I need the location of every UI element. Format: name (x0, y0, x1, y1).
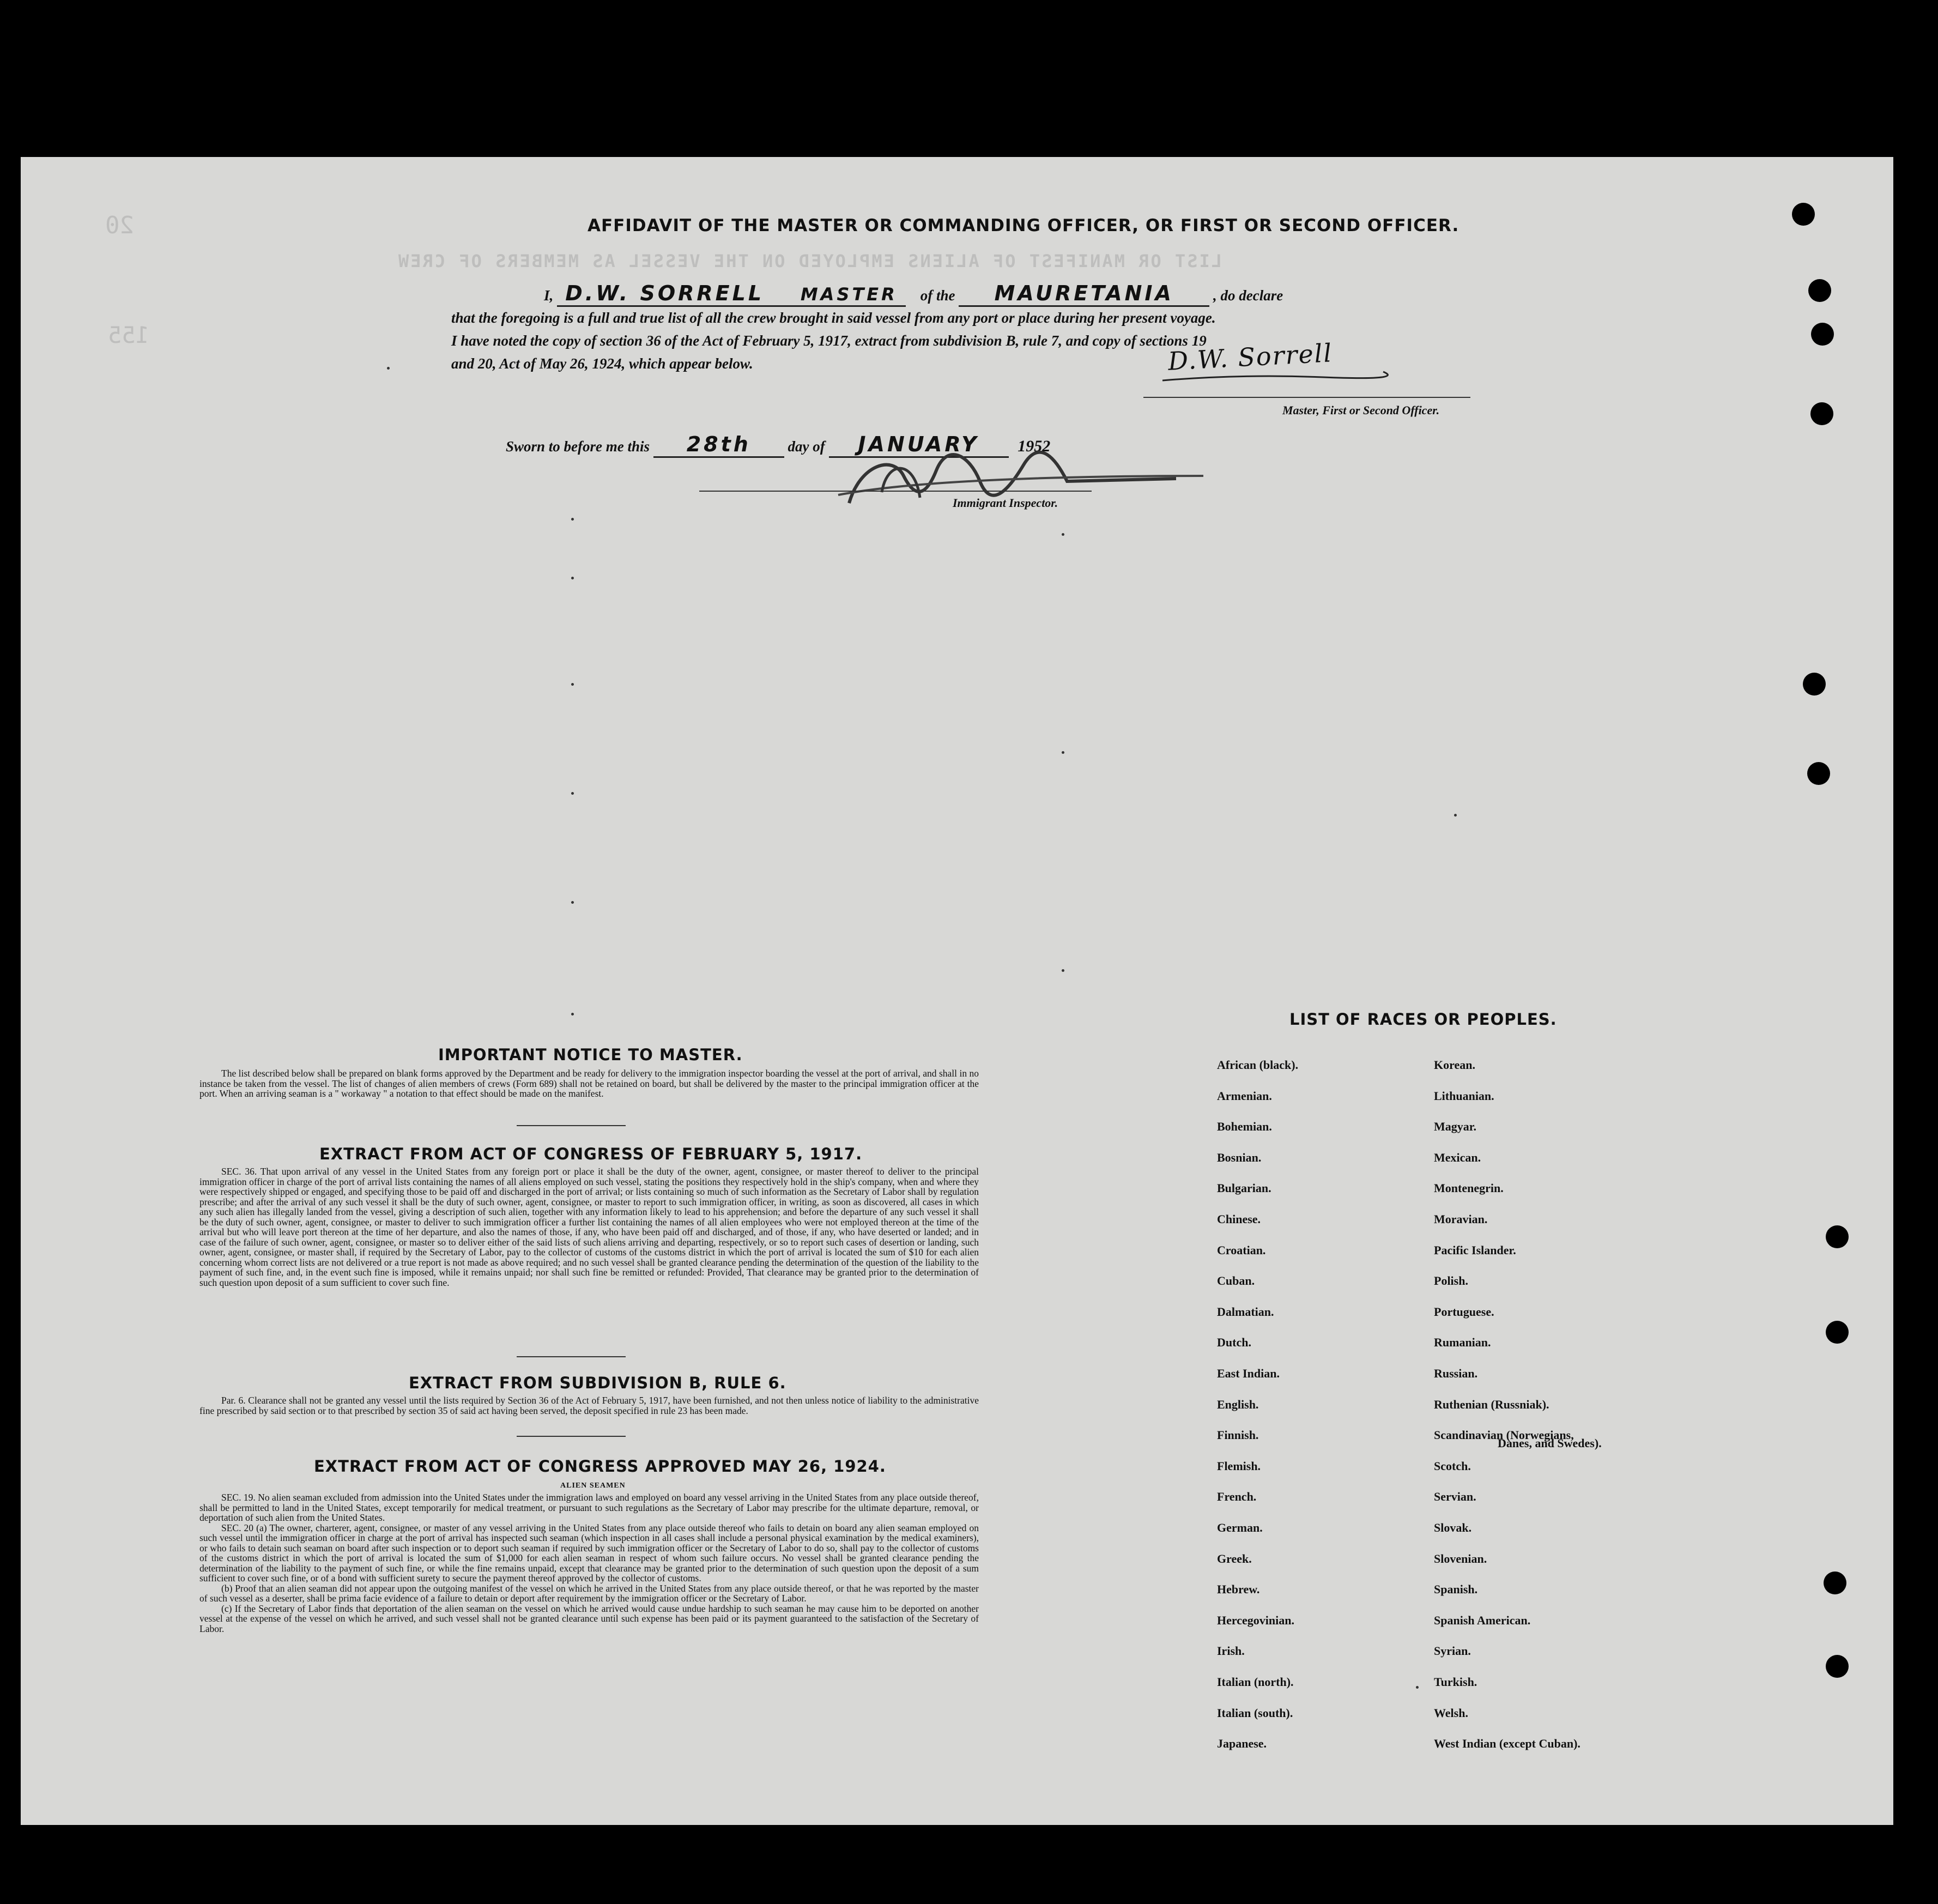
race-item-right: Montenegrin. (1434, 1181, 1504, 1195)
race-item-left: Cuban. (1217, 1274, 1255, 1288)
race-item-right: Rumanian. (1434, 1335, 1491, 1350)
race-item-right: Servian. (1434, 1490, 1476, 1504)
race-item-right: Magyar. (1434, 1120, 1477, 1134)
day-field (653, 432, 784, 458)
dot-mark (571, 683, 574, 686)
race-item-right: Portuguese. (1434, 1304, 1494, 1319)
punch-hole (1803, 673, 1826, 696)
race-continuation: Danes, and Swedes). (1498, 1436, 1602, 1450)
race-item-left: English. (1217, 1397, 1259, 1411)
i-label: I, (544, 287, 554, 304)
race-item-right: West Indian (except Cuban). (1434, 1737, 1580, 1751)
sworn-year: 1952 (1018, 437, 1051, 455)
race-item-right: Turkish. (1434, 1675, 1477, 1689)
section-divider (517, 1356, 626, 1357)
race-item-left: Hercegovinian. (1217, 1613, 1294, 1627)
races-heading: LIST OF RACES OR PEOPLES. (1289, 1010, 1557, 1029)
race-item-right: Syrian. (1434, 1644, 1471, 1658)
dot-mark (1062, 969, 1064, 972)
race-item-right: Polish. (1434, 1274, 1468, 1288)
affidavit-line-1 (544, 281, 1283, 307)
sec-36-paragraph: SEC. 36. That upon arrival of any vessel in the United States from any foreign port or place it shall be the duty of the owner, agent, consignee, or master thereof to deliver to the principal immigration officer in charge of the port of arrival lists containing the names of all aliens employed on such vessel, stating the positions they respectively hold in the ship's company, when and where they were respectively shipped or engaged, and specifying those to be paid off and discharged in the port of arrival; or lists containing so much of such information as the Secretary of Labor shall by regulation prescribe; and after the arrival of any such vessel it shall be the duty of such owner, agent, consignee, or master to report to such immigration officer, in writing, as soon as discovered, all cases in which any such alien has illegally landed from the vessel, giving a description of such alien, together with any information likely to lead to his apprehension; and before the departure of any such vessel it shall be the duty of such owner, agent, consignee, or master to deliver to such immigration officer a further list containing the names of all alien employees who were not employed thereon at the time of the arrival but who will leave port thereon at the time of her departure, and also the names of those, if any, who have been paid off and discharged, and of those, if any, who have deserted or landed; and in case of the failure of such owner, agent, consignee, or master so to deliver either of the said lists of such aliens arriving and departing, respectively, or so to report such cases of desertion or landing, such owner, agent, consignee, or master shall, if required by the Secretary of Labor, pay to the collector of customs of the customs district in which the port of arrival is located the sum of $10 for each alien concerning whom correct lists are not delivered or a true report is not made as above required; and no such vessel shall be granted clearance pending the determination of the question of the liability to the payment of such fine, and, in the event such fine is imposed, while it remains unpaid; nor shall such fine be remitted or refunded: Provided, That clearance may be granted prior to the determination of such question upon deposit of a sum sufficient to cover such fine. (199, 1166, 979, 1288)
par-6-paragraph: Par. 6. Clearance shall not be granted any vessel until the lists required by Section 36 of the Act of February 5, 1917, have been furnished, and not then unless notice of liability to the administrative fine prescribed by said section or to that prescribed by section 35 of said act having been served, the deposit specified in rule 23 has been made. (199, 1395, 979, 1416)
name-field (557, 281, 906, 307)
notice-paragraph: The list described below shall be prepared on blank forms approved by the Department and be ready for delivery to the immigration inspector boarding the vessel at the port of arrival, and shall in no instance be taken from the vessel. The list of changes of alien members of crews (Form 689) shall not be retained on board, but shall be delivered by the master to the principal immigration officer at the port. When an arriving seaman is a " workaway " a notation to that effect should be made on the manifest. (199, 1068, 979, 1099)
dot-mark (1062, 533, 1064, 536)
race-item-right: Russian. (1434, 1367, 1478, 1380)
notice-text (199, 1068, 979, 1099)
race-item-right: Pacific Islander. (1434, 1243, 1516, 1257)
race-item-right: Spanish. (1434, 1582, 1478, 1597)
subdivision-text (199, 1395, 979, 1416)
master-name: D.W. SORRELL (565, 281, 765, 305)
dot-mark (571, 792, 574, 795)
race-item-left: Irish. (1217, 1644, 1245, 1658)
race-item-left: Croatian. (1217, 1243, 1266, 1257)
master-signature: D.W. Sorrell (1167, 338, 1334, 376)
inspector-signature-line (699, 491, 1092, 492)
sworn-label: Sworn to before me this (506, 438, 650, 455)
dot-mark (571, 901, 574, 904)
section-divider (517, 1436, 626, 1437)
race-item-left: Dalmatian. (1217, 1304, 1274, 1319)
race-item-left: Chinese. (1217, 1212, 1261, 1226)
master-signature-caption: Master, First or Second Officer. (1282, 403, 1440, 417)
corner-mark: 20 (105, 211, 134, 239)
punch-hole (1792, 203, 1815, 226)
dot-mark (1416, 1686, 1419, 1689)
race-item-left: French. (1217, 1490, 1257, 1504)
affidavit-line-3: I have noted the copy of section 36 of the Act of February 5, 1917, extract from subdivision B, rule 7, and copy of sections 19 (451, 333, 1207, 349)
do-declare-label: , do declare (1213, 287, 1283, 304)
race-item-right: Lithuanian. (1434, 1089, 1494, 1103)
punch-hole (1826, 1321, 1849, 1344)
of-the-label: of the (920, 287, 955, 304)
sec-20a-paragraph: SEC. 20 (a) The owner, charterer, agent, consignee, or master of any vessel arriving in the United States from any place outside thereof who fails to detain on board any alien seaman employed on such vessel until the immigration officer in charge at the port of arrival has inspected such seaman (which inspection in all cases shall include a personal physical examination by the medical examiners), or who fails to detain such seaman on board after such inspection or to deport such seaman if required by such immigration officer or the Secretary of Labor to do so, shall pay to the collector of customs of the customs district in which the port of arrival is located the sum of $1,000 for each alien seaman in respect of whom such failure occurs. No vessel shall be granted clearance pending the determination of the liability to the payment of such fine, or while the fine remains unpaid, except that clearance may be granted prior to the determination of such question upon the deposit of a sum sufficient to cover such fine, or of a bond with sufficient surety to secure the payment thereof approved by the collector of customs. (199, 1522, 979, 1583)
dot-mark (1454, 814, 1457, 817)
race-item-left: Italian (north). (1217, 1675, 1294, 1689)
extract-1917-text (199, 1166, 979, 1288)
race-item-left: Italian (south). (1217, 1706, 1293, 1720)
race-item-right: Slovak. (1434, 1521, 1472, 1534)
race-item-right: Moravian. (1434, 1212, 1488, 1226)
signature-underline (1160, 368, 1389, 385)
sworn-month: JANUARY (858, 432, 979, 456)
race-item-left: Bulgarian. (1217, 1181, 1271, 1195)
affidavit-line-2: that the foregoing is a full and true list of all the crew brought in said vessel from any port or place during her present voyage. (451, 310, 1216, 326)
race-item-right: Scotch. (1434, 1459, 1471, 1473)
race-item-left: Bohemian. (1217, 1120, 1272, 1134)
race-item-left: Hebrew. (1217, 1582, 1260, 1597)
sec-19-paragraph: SEC. 19. No alien seaman excluded from admission into the United States under the immigration laws and employed on board any vessel arriving in the United States from any place outside thereof, shall be permitted to land in the United States, except temporarily for medical treatment, or pursuant to such regulations as the Secretary of Labor may prescribe for the ultimate departure, removal, or deportation of such alien from the United States. (199, 1492, 979, 1523)
extract-1924-text (199, 1492, 979, 1634)
inspector-caption: Immigrant Inspector. (953, 496, 1058, 510)
race-item-left: German. (1217, 1521, 1263, 1534)
race-item-right: Mexican. (1434, 1150, 1481, 1164)
race-item-left: African (black). (1217, 1058, 1299, 1072)
race-item-left: Greek. (1217, 1551, 1252, 1565)
vessel-name: MAURETANIA (994, 281, 1174, 305)
subdivision-heading: EXTRACT FROM SUBDIVISION B, RULE 6. (409, 1374, 786, 1392)
document-page (21, 157, 1893, 1825)
sec-20b-paragraph: (b) Proof that an alien seaman did not appear upon the outgoing manifest of the vessel on which he arrived in the United States from any place outside thereof, or that he was reported by the master of such vessel as a deserter, shall be prima facie evidence of a failure to detain or deport after requirement by the immigration officer or the Secretary of Labor. (199, 1582, 979, 1604)
race-item-right: Welsh. (1434, 1706, 1468, 1720)
master-signature-line (1143, 397, 1470, 398)
alien-seamen-subheading: ALIEN SEAMEN (560, 1482, 626, 1490)
race-item-left: East Indian. (1217, 1367, 1280, 1380)
race-item-left: Finnish. (1217, 1428, 1259, 1442)
extract-1924-heading: EXTRACT FROM ACT OF CONGRESS APPROVED MAY 26, 1924. (314, 1457, 886, 1476)
punch-hole (1826, 1655, 1849, 1678)
vessel-field (959, 281, 1209, 307)
race-item-right: Scandinavian (Norwegians, (1434, 1428, 1574, 1442)
dot-mark (571, 1013, 574, 1016)
race-item-left: Dutch. (1217, 1335, 1251, 1350)
dot-mark (1062, 751, 1064, 754)
race-item-left: Flemish. (1217, 1459, 1261, 1473)
bleed-through-page-number: 155 (108, 322, 149, 348)
extract-1917-heading: EXTRACT FROM ACT OF CONGRESS OF FEBRUARY 5, 1917. (319, 1145, 863, 1163)
race-item-right: Korean. (1434, 1058, 1475, 1072)
bleed-through-title: LIST OR MANIFEST OF ALIENS EMPLOYED ON THE VESSEL AS MEMBERS OF CREW (397, 251, 1222, 271)
punch-hole (1811, 323, 1834, 346)
race-item-left: Japanese. (1217, 1737, 1267, 1751)
notice-heading: IMPORTANT NOTICE TO MASTER. (438, 1045, 743, 1064)
affidavit-heading: AFFIDAVIT OF THE MASTER OR COMMANDING OFFICER, OR FIRST OR SECOND OFFICER. (588, 216, 1459, 235)
race-item-right: Slovenian. (1434, 1551, 1487, 1565)
punch-hole (1807, 762, 1830, 785)
punch-hole (1808, 279, 1831, 302)
day-of-label: day of (788, 438, 825, 455)
dot-mark (571, 577, 574, 579)
punch-hole (1824, 1571, 1846, 1594)
punch-hole (1810, 402, 1833, 425)
race-item-right: Ruthenian (Russniak). (1434, 1397, 1549, 1411)
rank-value: MASTER (800, 284, 898, 305)
dot-mark (387, 367, 390, 370)
sworn-day: 28th (686, 432, 751, 456)
race-item-left: Bosnian. (1217, 1150, 1262, 1164)
sec-20c-paragraph: (c) If the Secretary of Labor finds that deportation of the alien seaman on the vessel on which he arrived would cause undue hardship to such seaman he may cause him to be deported on another vessel at the expense of the vessel on which he arrived, and such vessel shall not be granted clearance until such expense has been paid or its payment guaranteed to the satisfaction of the Secretary of Labor. (199, 1603, 979, 1634)
punch-hole (1826, 1225, 1849, 1248)
dot-mark (571, 518, 574, 521)
affidavit-line-4: and 20, Act of May 26, 1924, which appear below. (451, 355, 753, 372)
race-item-left: Armenian. (1217, 1089, 1272, 1103)
race-item-right: Spanish American. (1434, 1613, 1531, 1627)
section-divider (517, 1125, 626, 1126)
